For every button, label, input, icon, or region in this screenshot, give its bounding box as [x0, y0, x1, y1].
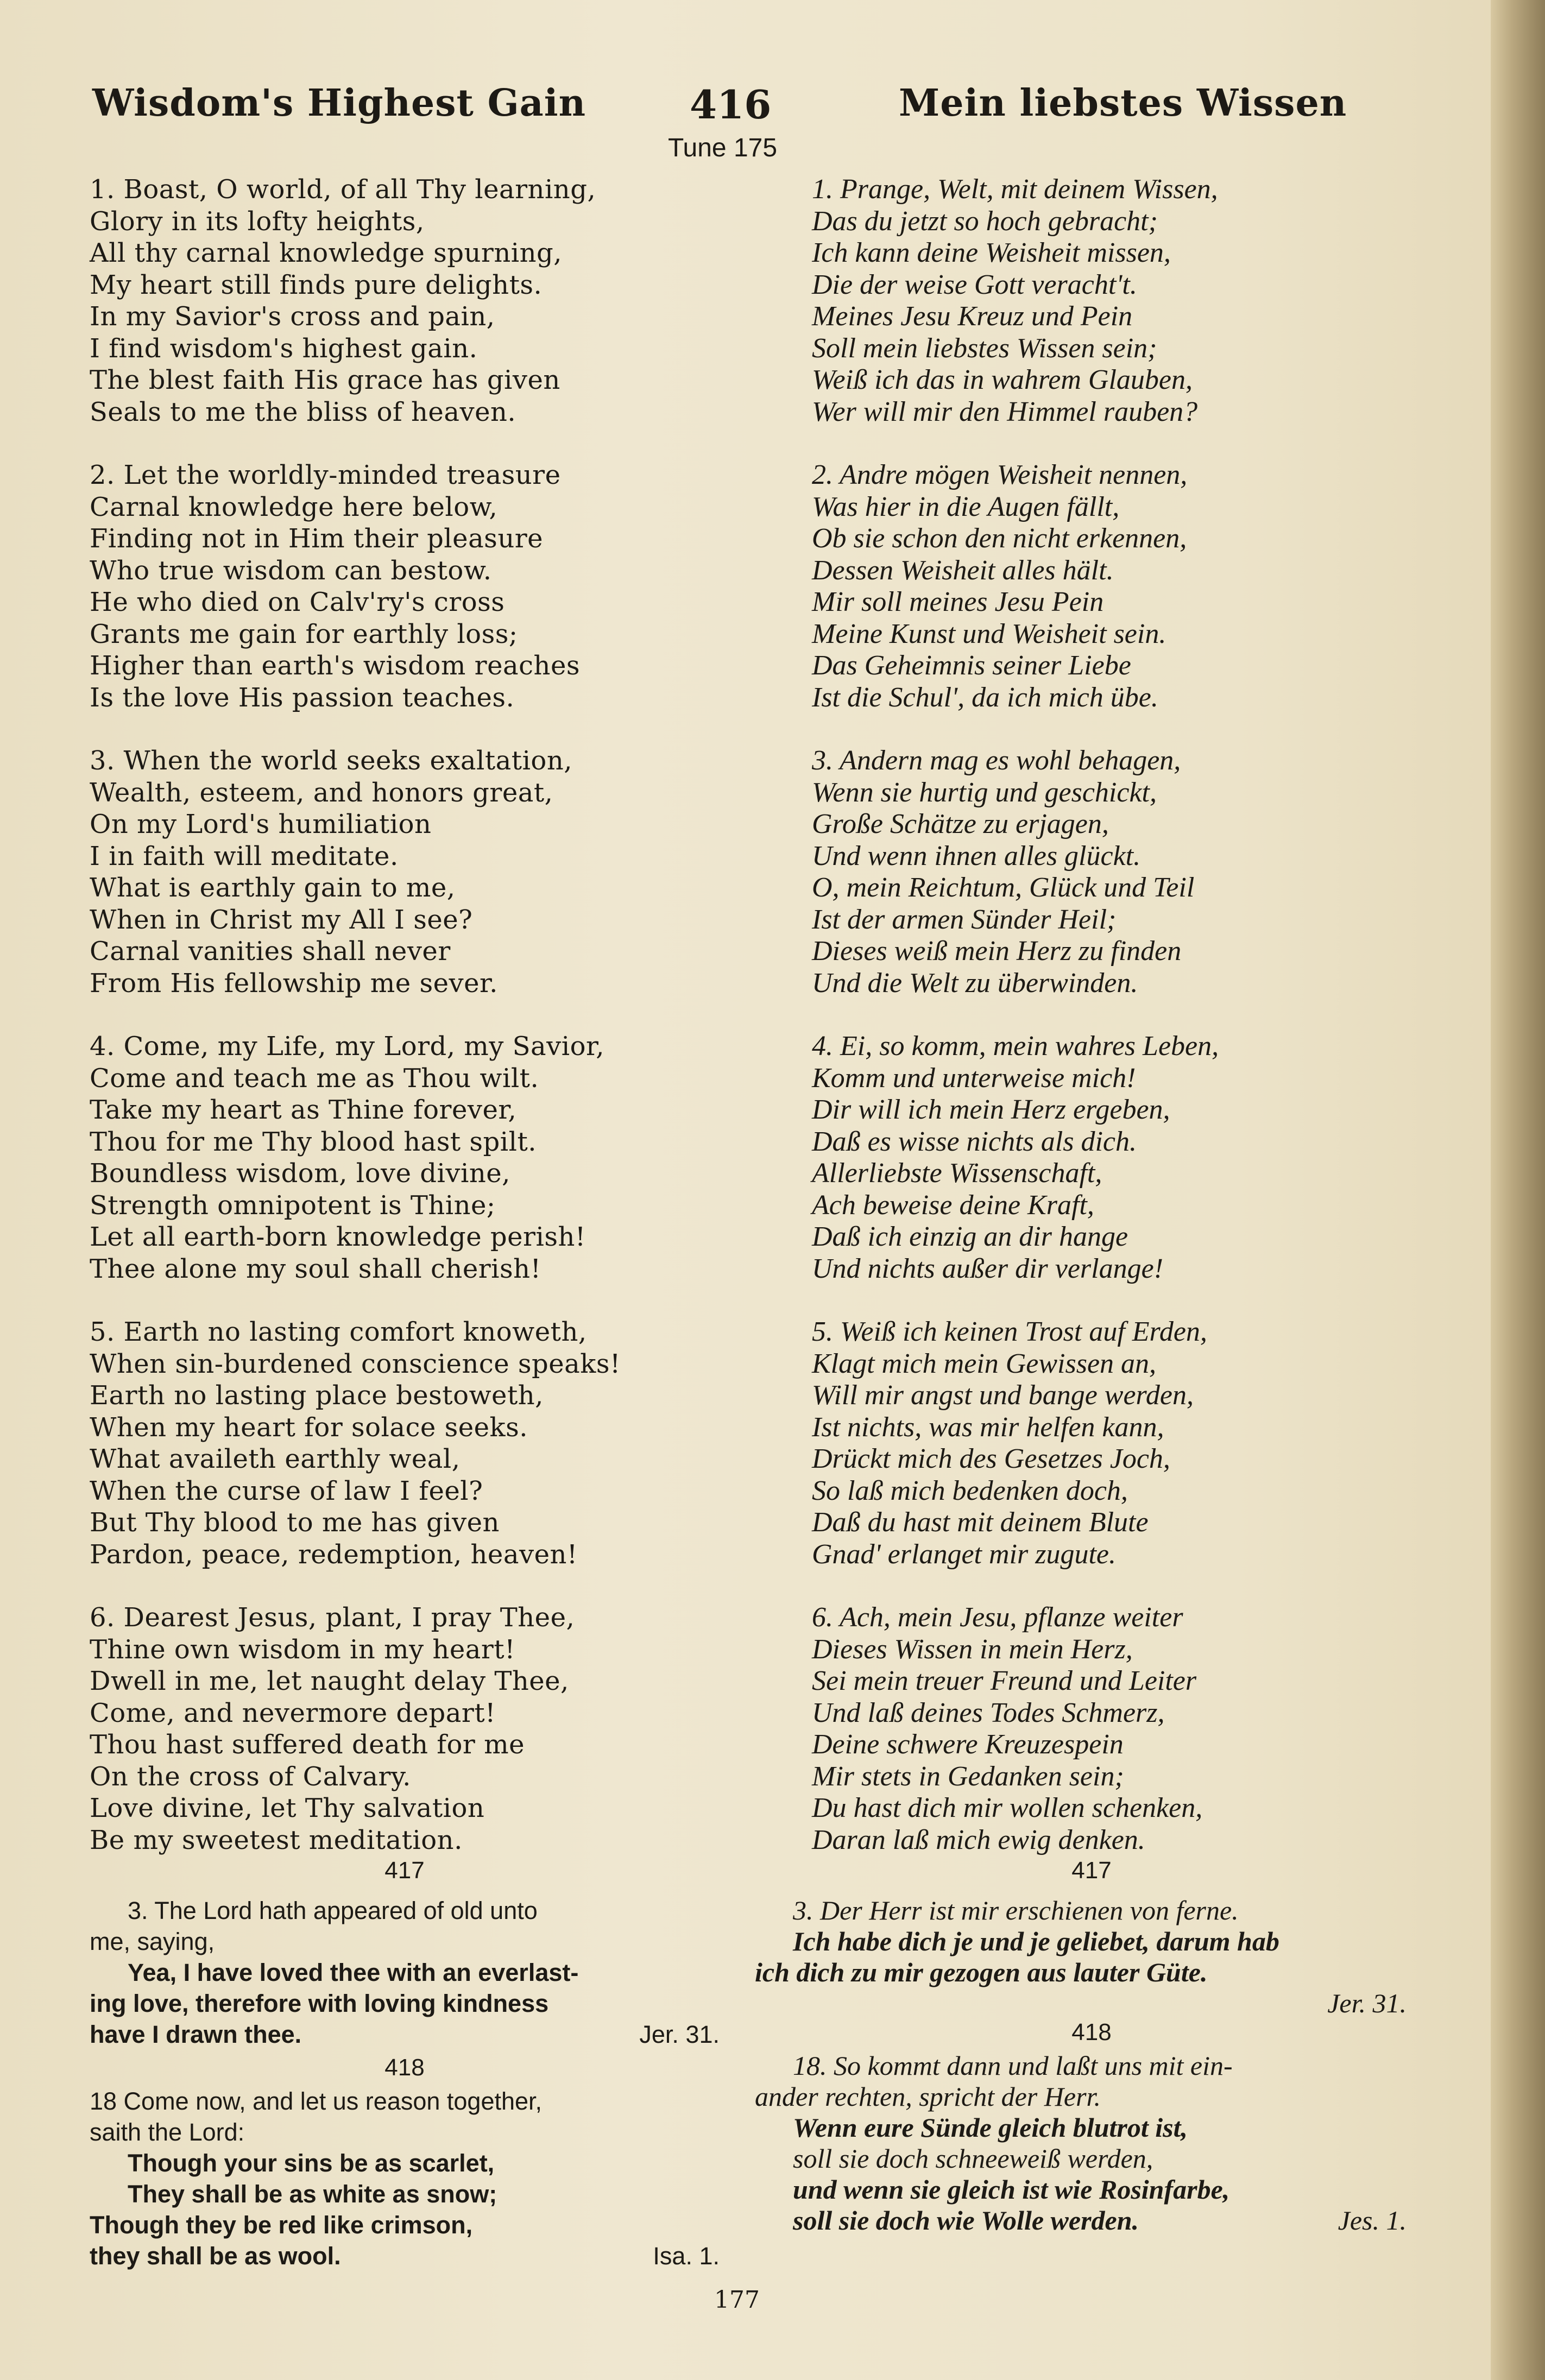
stanza-line: Higher than earth's wisdom reaches [90, 651, 580, 681]
stanza-line: So laß mich bedenken doch, [812, 1475, 1128, 1506]
stanza-line: Daran laß mich ewig denken. [812, 1824, 1145, 1855]
stanza-line: Soll mein liebstes Wissen sein; [812, 332, 1157, 364]
stanza-line: Wenn sie hurtig und geschickt, [812, 777, 1157, 808]
stanza-line: 4. Ei, so komm, mein wahres Leben, [812, 1031, 1219, 1062]
stanza-line: Earth no lasting place bestoweth, [90, 1380, 544, 1411]
stanza-line: 1. Prange, Welt, mit deinem Wissen, [812, 174, 1218, 205]
stanza-1 [90, 174, 741, 428]
stanza-line: He who died on Calv'ry's cross [90, 587, 505, 617]
reading-intro: 3. The Lord hath appeared of old unto [128, 1897, 538, 1924]
stanza-line: 3. Andern mag es wohl behagen, [812, 745, 1181, 776]
stanza-line: Ich kann deine Weisheit missen, [812, 237, 1171, 268]
stanza-line: Und die Welt zu überwinden. [812, 967, 1138, 999]
stanza-4 [812, 1031, 1464, 1285]
reading-number-417: 417 [384, 1857, 425, 1884]
stanza-4 [90, 1031, 741, 1285]
stanza-line: In my Savior's cross and pain, [90, 301, 495, 332]
reading-verse [90, 2019, 720, 2050]
reading-verse: ing love, therefore with loving kindness [90, 1990, 549, 2017]
stanza-line: Love divine, let Thy salvation [90, 1793, 485, 1823]
reading-verse: und wenn sie gleich ist wie Rosinfarbe, [793, 2174, 1230, 2205]
stanza-line: What is earthly gain to me, [90, 873, 456, 903]
stanza-line: On my Lord's humiliation [90, 809, 432, 839]
book-spine-shadow [1491, 0, 1545, 2380]
stanza-line: 2. Andre mögen Weisheit nennen, [812, 459, 1188, 490]
reading-verse: Yea, I have loved thee with an everlast- [128, 1959, 579, 1986]
stanza-line: Glory in its lofty heights, [90, 206, 425, 237]
reading-verse: Ich habe dich je und je geliebet, darum hab [793, 1926, 1279, 1956]
reading-verse: They shall be as white as snow; [128, 2180, 497, 2208]
reading-verse-text: they shall be as wool. [90, 2242, 341, 2270]
reading-number-417: 417 [1071, 1857, 1112, 1884]
stanza-line: 2. Let the worldly-minded treasure [90, 460, 561, 490]
reading-verse [755, 2205, 1428, 2236]
stanza-line: Daß du hast mit deinem Blute [812, 1507, 1149, 1538]
reading-intro: 18 Come now, and let us reason together, [90, 2087, 543, 2115]
stanza-line: Will mir angst und bange werden, [812, 1380, 1194, 1411]
stanza-line: Weiß ich das in wahrem Glauben, [812, 364, 1193, 395]
stanza-line: Carnal vanities shall never [90, 936, 451, 967]
stanza-line: 3. When the world seeks exaltation, [90, 746, 572, 776]
stanza-line: Meine Kunst und Weisheit sein. [812, 618, 1166, 649]
reading-verse [90, 2240, 720, 2271]
stanza-line: 6. Dearest Jesus, plant, I pray Thee, [90, 1602, 575, 1633]
stanza-line: My heart still finds pure delights. [90, 269, 543, 300]
stanza-line: Carnal knowledge here below, [90, 491, 498, 522]
stanza-line: Daß ich einzig an dir hange [812, 1221, 1128, 1252]
stanza-line: Drückt mich des Gesetzes Joch, [812, 1443, 1170, 1474]
stanza-line: Dir will ich mein Herz ergeben, [812, 1094, 1170, 1125]
scripture-reference: Isa. 1. [653, 2242, 720, 2270]
stanza-line: 5. Earth no lasting comfort knoweth, [90, 1317, 587, 1347]
stanza-line: 5. Weiß ich keinen Trost auf Erden, [812, 1316, 1207, 1347]
stanza-line: Come and teach me as Thou wilt. [90, 1063, 539, 1094]
page-header [0, 81, 1545, 141]
stanza-line: When my heart for solace seeks. [90, 1412, 528, 1443]
stanza-line: From His fellowship me sever. [90, 968, 498, 999]
stanza-line: Deine schwere Kreuzespein [812, 1729, 1124, 1760]
hymn-number: 416 [690, 81, 772, 128]
reading-intro: 3. Der Herr ist mir erschienen von ferne. [793, 1895, 1239, 1926]
stanza-2 [90, 459, 741, 714]
stanza-line: Und wenn ihnen alles glückt. [812, 840, 1141, 872]
stanza-line: Komm und unterweise mich! [812, 1062, 1136, 1094]
stanza-line: Mir stets in Gedanken sein; [812, 1760, 1124, 1792]
scripture-reference: Jer. 31. [639, 2021, 720, 2048]
stanza-line: Das du jetzt so hoch gebracht; [812, 205, 1158, 237]
stanza-1 [812, 174, 1464, 428]
stanza-line: Sei mein treuer Freund und Leiter [812, 1665, 1197, 1696]
reading-verse: ich dich zu mir gezogen aus lauter Güte. [755, 1957, 1208, 1987]
stanza-line: Die der weise Gott veracht't. [812, 269, 1137, 300]
stanza-line: Dieses Wissen in mein Herz, [812, 1633, 1133, 1665]
stanza-line: Grants me gain for earthly loss; [90, 618, 518, 649]
scripture-reference: Jes. 1. [1338, 2205, 1407, 2236]
stanza-3 [812, 745, 1464, 999]
stanza-line: Ist der armen Sünder Heil; [812, 904, 1117, 935]
stanza-line: Seals to me the bliss of heaven. [90, 396, 516, 427]
page-number: 177 [714, 2286, 760, 2314]
stanza-line: Was hier in die Augen fällt, [812, 491, 1120, 522]
stanza-line: Wer will mir den Himmel rauben? [812, 396, 1198, 427]
stanza-line: Strength omnipotent is Thine; [90, 1190, 496, 1221]
stanza-3 [90, 745, 741, 999]
scripture-reference: Jer. 31. [1327, 1988, 1407, 2018]
stanza-line: Come, and nevermore depart! [90, 1697, 496, 1728]
reading-intro-cont: saith the Lord: [90, 2118, 245, 2146]
reading-intro-cont: me, saying, [90, 1928, 215, 1955]
stanza-6 [90, 1602, 741, 1856]
stanza-line: Ist nichts, was mir helfen kann, [812, 1411, 1164, 1443]
stanza-line: Finding not in Him their pleasure [90, 523, 544, 554]
stanza-line: Große Schätze zu erjagen, [812, 809, 1109, 839]
stanza-5 [812, 1316, 1464, 1570]
stanza-line: When the curse of law I feel? [90, 1475, 483, 1506]
stanza-line: I in faith will meditate. [90, 841, 399, 872]
stanza-line: Ach beweise deine Kraft, [812, 1189, 1094, 1221]
stanza-line: Allerliebste Wissenschaft, [812, 1158, 1102, 1189]
reading-verse-text: have I drawn thee. [90, 2021, 302, 2048]
stanza-line: Klagt mich mein Gewissen an, [812, 1348, 1157, 1379]
reading-verse: soll sie doch schneeweiß werden, [793, 2143, 1153, 2174]
reading-verse: Though they be red like crimson, [90, 2211, 473, 2239]
english-column [90, 174, 741, 1887]
stanza-line: Mir soll meines Jesu Pein [812, 586, 1104, 617]
stanza-line: Take my heart as Thine forever, [90, 1095, 517, 1125]
stanza-line: Meines Jesu Kreuz und Pein [812, 301, 1133, 332]
stanza-line: I find wisdom's highest gain. [90, 333, 478, 364]
stanza-line: Gnad' erlanget mir zugute. [812, 1538, 1116, 1570]
hymn-title-english: Wisdom's Highest Gain [92, 81, 587, 125]
stanza-line: Wealth, esteem, and honors great, [90, 777, 553, 808]
reading-intro: 18. So kommt dann und laßt uns mit ein- [793, 2050, 1233, 2081]
tune-reference: Tune 175 [668, 134, 778, 162]
stanza-line: Das Geheimnis seiner Liebe [812, 650, 1131, 681]
stanza-line: On the cross of Calvary. [90, 1761, 411, 1792]
stanza-line: O, mein Reichtum, Glück und Teil [812, 872, 1195, 903]
stanza-line: Und laß deines Todes Schmerz, [812, 1697, 1165, 1728]
stanza-2 [812, 459, 1464, 714]
stanza-line: When in Christ my All I see? [90, 904, 473, 935]
hymn-title-german: Mein liebstes Wissen [899, 81, 1347, 125]
stanza-line: But Thy blood to me has given [90, 1507, 500, 1538]
stanza-line: Daß es wisse nichts als dich. [812, 1126, 1137, 1157]
stanza-line: All thy carnal knowledge spurning, [90, 238, 563, 268]
stanza-line: Boundless wisdom, love divine, [90, 1158, 510, 1189]
stanza-6 [812, 1602, 1464, 1856]
stanza-line: Dieses weiß mein Herz zu finden [812, 936, 1182, 967]
stanza-line: Thine own wisdom in my heart! [90, 1634, 515, 1665]
stanza-line: When sin-burdened conscience speaks! [90, 1348, 621, 1379]
stanza-line: Pardon, peace, redemption, heaven! [90, 1539, 578, 1570]
stanza-line: 4. Come, my Life, my Lord, my Savior, [90, 1031, 604, 1062]
stanza-line: Let all earth-born knowledge perish! [90, 1222, 586, 1252]
stanza-line: Dessen Weisheit alles hält. [812, 554, 1114, 586]
reading-intro-cont: ander rechten, spricht der Herr. [755, 2081, 1101, 2112]
stanza-line: The blest faith His grace has given [90, 365, 560, 395]
stanza-line: Who true wisdom can bestow. [90, 555, 492, 586]
stanza-line: Ist die Schul', da ich mich übe. [812, 681, 1158, 713]
stanza-line: Ob sie schon den nicht erkennen, [812, 523, 1187, 554]
stanza-line: Is the love His passion teaches. [90, 682, 515, 713]
stanza-5 [90, 1316, 741, 1570]
reading-number-418: 418 [384, 2054, 425, 2081]
english-scripture-section [90, 1857, 720, 2271]
german-column [812, 174, 1464, 1887]
stanza-line: Be my sweetest meditation. [90, 1825, 463, 1855]
reading-verse: Wenn eure Sünde gleich blutrot ist, [793, 2112, 1188, 2143]
stanza-line: Und nichts außer dir verlange! [812, 1253, 1164, 1284]
reading-verse-text: soll sie doch wie Wolle werden. [793, 2205, 1139, 2236]
stanza-line: What availeth earthly weal, [90, 1444, 461, 1474]
stanza-line: Thou for me Thy blood hast spilt. [90, 1126, 537, 1157]
stanza-line: Du hast dich mir wollen schenken, [812, 1792, 1203, 1823]
stanza-line: 6. Ach, mein Jesu, pflanze weiter [812, 1602, 1183, 1633]
german-scripture-section [755, 1857, 1428, 2236]
stanza-line: 1. Boast, O world, of all Thy learning, [90, 174, 596, 205]
reading-number-418: 418 [1071, 2019, 1112, 2046]
stanza-line: Thee alone my soul shall cherish! [90, 1253, 541, 1284]
reading-verse: Though your sins be as scarlet, [128, 2149, 495, 2177]
stanza-line: Thou hast suffered death for me [90, 1729, 525, 1760]
stanza-line: Dwell in me, let naught delay Thee, [90, 1666, 569, 1696]
